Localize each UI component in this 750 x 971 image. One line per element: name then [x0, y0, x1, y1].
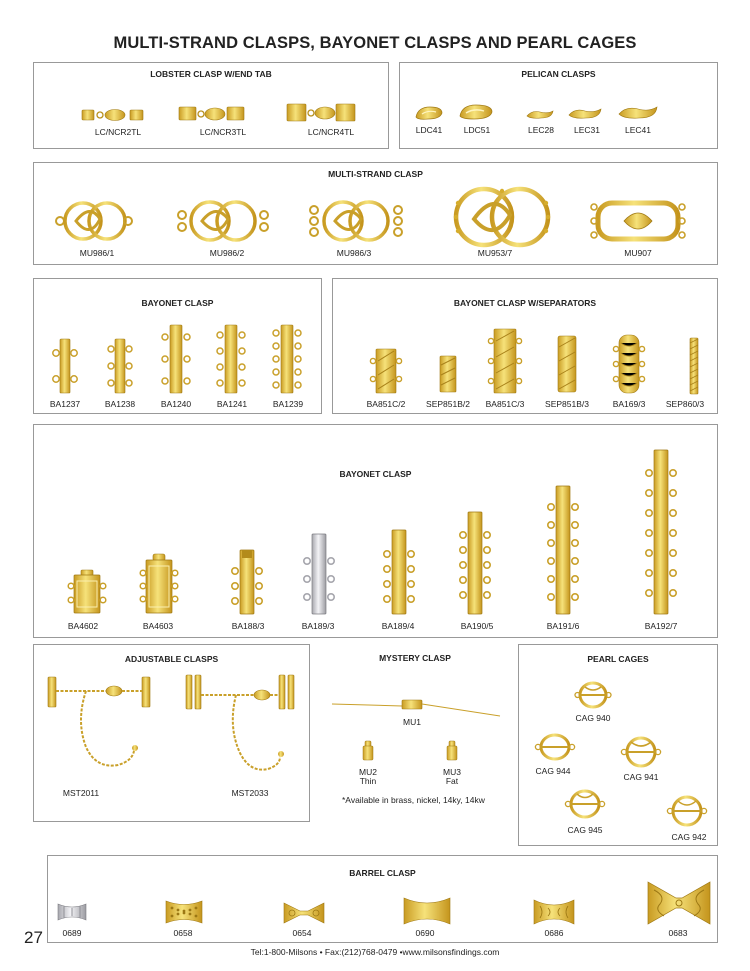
item-label: BA190/5: [460, 621, 494, 631]
bayonet-clasp-image: [107, 337, 133, 395]
item-label: BA851C/2: [366, 399, 406, 409]
item-label: MU1: [403, 717, 421, 727]
bayonet-clasp-image: [216, 323, 246, 395]
section-header: MYSTERY CLASP: [379, 653, 451, 663]
pearl-cage-image: [667, 793, 707, 829]
bayonet-clasp-image: [302, 533, 336, 615]
section-header: BAYONET CLASP: [339, 469, 412, 479]
item-label: SEP851B/2: [426, 399, 470, 409]
item-label: BA189/3: [301, 621, 335, 631]
item-label: LEC41: [625, 125, 651, 135]
item-label: 0689: [62, 928, 82, 938]
mystery-clasp-image: [332, 696, 500, 718]
pelican-clasp-section: [399, 62, 718, 149]
section-header: BAYONET CLASP W/SEPARATORS: [453, 298, 597, 308]
section-header: LOBSTER CLASP W/END TAB: [150, 69, 272, 79]
footer-contact: Tel:1-800-Milsons • Fax:(212)768-0479 •www.milsonsfindings.com: [250, 947, 500, 957]
pearl-cages-section: [518, 644, 718, 846]
item-label: 0654: [292, 928, 312, 938]
mystery-clasp-section: [322, 644, 508, 822]
bayonet-clasp-image: [458, 511, 492, 615]
item-label: MST2011: [62, 788, 100, 798]
multi-strand-clasp-image: [590, 195, 686, 247]
item-label: BA188/3: [231, 621, 265, 631]
adjustable-clasps-section: [33, 644, 310, 822]
item-label: LDC51: [463, 125, 491, 135]
bayonet-clasp-image: [140, 553, 178, 615]
barrel-clasp-image: [56, 900, 88, 924]
section-header: ADJUSTABLE CLASPS: [124, 654, 219, 664]
item-label: BA1241: [216, 399, 248, 409]
item-label: LEC31: [574, 125, 600, 135]
adjustable-clasp-image: [46, 671, 156, 777]
pelican-clasp-image: [414, 105, 444, 121]
multi-strand-clasp-section: [33, 162, 718, 265]
bayonet-separator-image: [489, 327, 521, 395]
section-header: PELICAN CLASPS: [521, 69, 596, 79]
item-label: 0658: [173, 928, 193, 938]
barrel-clasp-image: [282, 900, 326, 926]
multi-strand-clasp-image: [308, 199, 404, 243]
item-label: LC/NCR2TL: [94, 127, 142, 137]
bayonet-clasp-image: [382, 529, 416, 615]
barrel-clasp-section: [47, 855, 718, 943]
item-label: MU2: [359, 767, 377, 777]
bayonet-clasp-image: [272, 323, 302, 395]
section-header: BARREL CLASP: [349, 868, 416, 878]
bayonet-clasp-image: [230, 549, 264, 615]
barrel-clasp-image: [164, 898, 204, 926]
barrel-clasp-image: [646, 880, 712, 926]
item-label: MU986/3: [336, 248, 372, 258]
bayonet-clasp-section: [33, 278, 322, 414]
mu2-image: [362, 740, 374, 762]
item-label: MST2033: [231, 788, 269, 798]
pearl-cage-image: [575, 679, 611, 711]
item-label: 0686: [544, 928, 564, 938]
bayonet-separator-image: [439, 355, 457, 393]
item-label: CAG 944: [535, 766, 571, 776]
lobster-clasp-image: [287, 103, 355, 123]
bayonet-clasp-image: [161, 323, 191, 395]
multi-strand-clasp-image: [52, 199, 134, 243]
item-label: MU3: [443, 767, 461, 777]
item-label: BA1238: [104, 399, 136, 409]
pearl-cage-image: [621, 733, 661, 771]
bayonet-separator-image: [371, 347, 401, 395]
bayonet-separators-section: [332, 278, 718, 414]
page-number: 27: [24, 928, 43, 947]
pelican-clasp-image: [568, 106, 602, 120]
section-header: MULTI-STRAND CLASP: [328, 169, 423, 179]
section-header: BAYONET CLASP: [141, 298, 214, 308]
mu3-image: [446, 740, 458, 762]
item-label: MU907: [624, 248, 652, 258]
item-label: Thin: [359, 776, 377, 786]
item-label: BA1239: [272, 399, 304, 409]
item-label: LDC41: [415, 125, 443, 135]
item-label: BA1240: [160, 399, 192, 409]
bayonet-clasp-image: [546, 485, 580, 615]
item-label: CAG 945: [567, 825, 603, 835]
bayonet-clasp-image: [68, 569, 106, 615]
item-label: Fat: [445, 776, 459, 786]
barrel-clasp-image: [532, 898, 576, 926]
item-label: 0683: [668, 928, 688, 938]
pelican-clasp-image: [458, 103, 494, 121]
bayonet-separator-image: [557, 335, 577, 393]
item-label: MU986/1: [79, 248, 115, 258]
item-label: BA189/4: [381, 621, 415, 631]
item-label: BA191/6: [546, 621, 580, 631]
page-title: MULTI-STRAND CLASPS, BAYONET CLASPS AND PEARL CAGES: [113, 34, 637, 52]
bayonet-clasp-image: [644, 449, 678, 615]
availability-note: *Available in brass, nickel, 14ky, 14kw: [342, 795, 485, 805]
item-label: BA169/3: [612, 399, 646, 409]
item-label: LC/NCR4TL: [307, 127, 355, 137]
item-label: 0690: [415, 928, 435, 938]
bayonet-separator-image: [689, 337, 699, 395]
bayonet-clasp-image: [52, 337, 78, 395]
pearl-cage-image: [535, 731, 575, 763]
adjustable-clasp-image: [184, 671, 296, 781]
item-label: BA4603: [142, 621, 174, 631]
item-label: SEP860/3: [665, 399, 705, 409]
multi-strand-clasp-image: [446, 185, 558, 249]
lobster-clasp-section: [33, 62, 389, 149]
bayonet-clasp-large-section: [33, 424, 718, 638]
section-header: PEARL CAGES: [587, 654, 649, 664]
item-label: LC/NCR3TL: [199, 127, 247, 137]
item-label: CAG 940: [575, 713, 611, 723]
item-label: BA192/7: [644, 621, 678, 631]
item-label: SEP851B/3: [545, 399, 589, 409]
item-label: BA1237: [49, 399, 81, 409]
lobster-clasp-image: [82, 107, 144, 123]
item-label: CAG 942: [671, 832, 707, 842]
barrel-clasp-image: [402, 896, 452, 926]
item-label: MU986/2: [209, 248, 245, 258]
bayonet-separator-image: [613, 333, 645, 395]
pelican-clasp-image: [526, 108, 554, 120]
item-label: LEC28: [528, 125, 554, 135]
item-label: BA4602: [67, 621, 99, 631]
pearl-cage-image: [565, 787, 605, 821]
item-label: MU953/7: [477, 248, 513, 258]
multi-strand-clasp-image: [176, 199, 270, 243]
lobster-clasp-image: [179, 105, 244, 123]
pelican-clasp-image: [618, 104, 658, 120]
item-label: BA851C/3: [485, 399, 525, 409]
item-label: CAG 941: [623, 772, 659, 782]
